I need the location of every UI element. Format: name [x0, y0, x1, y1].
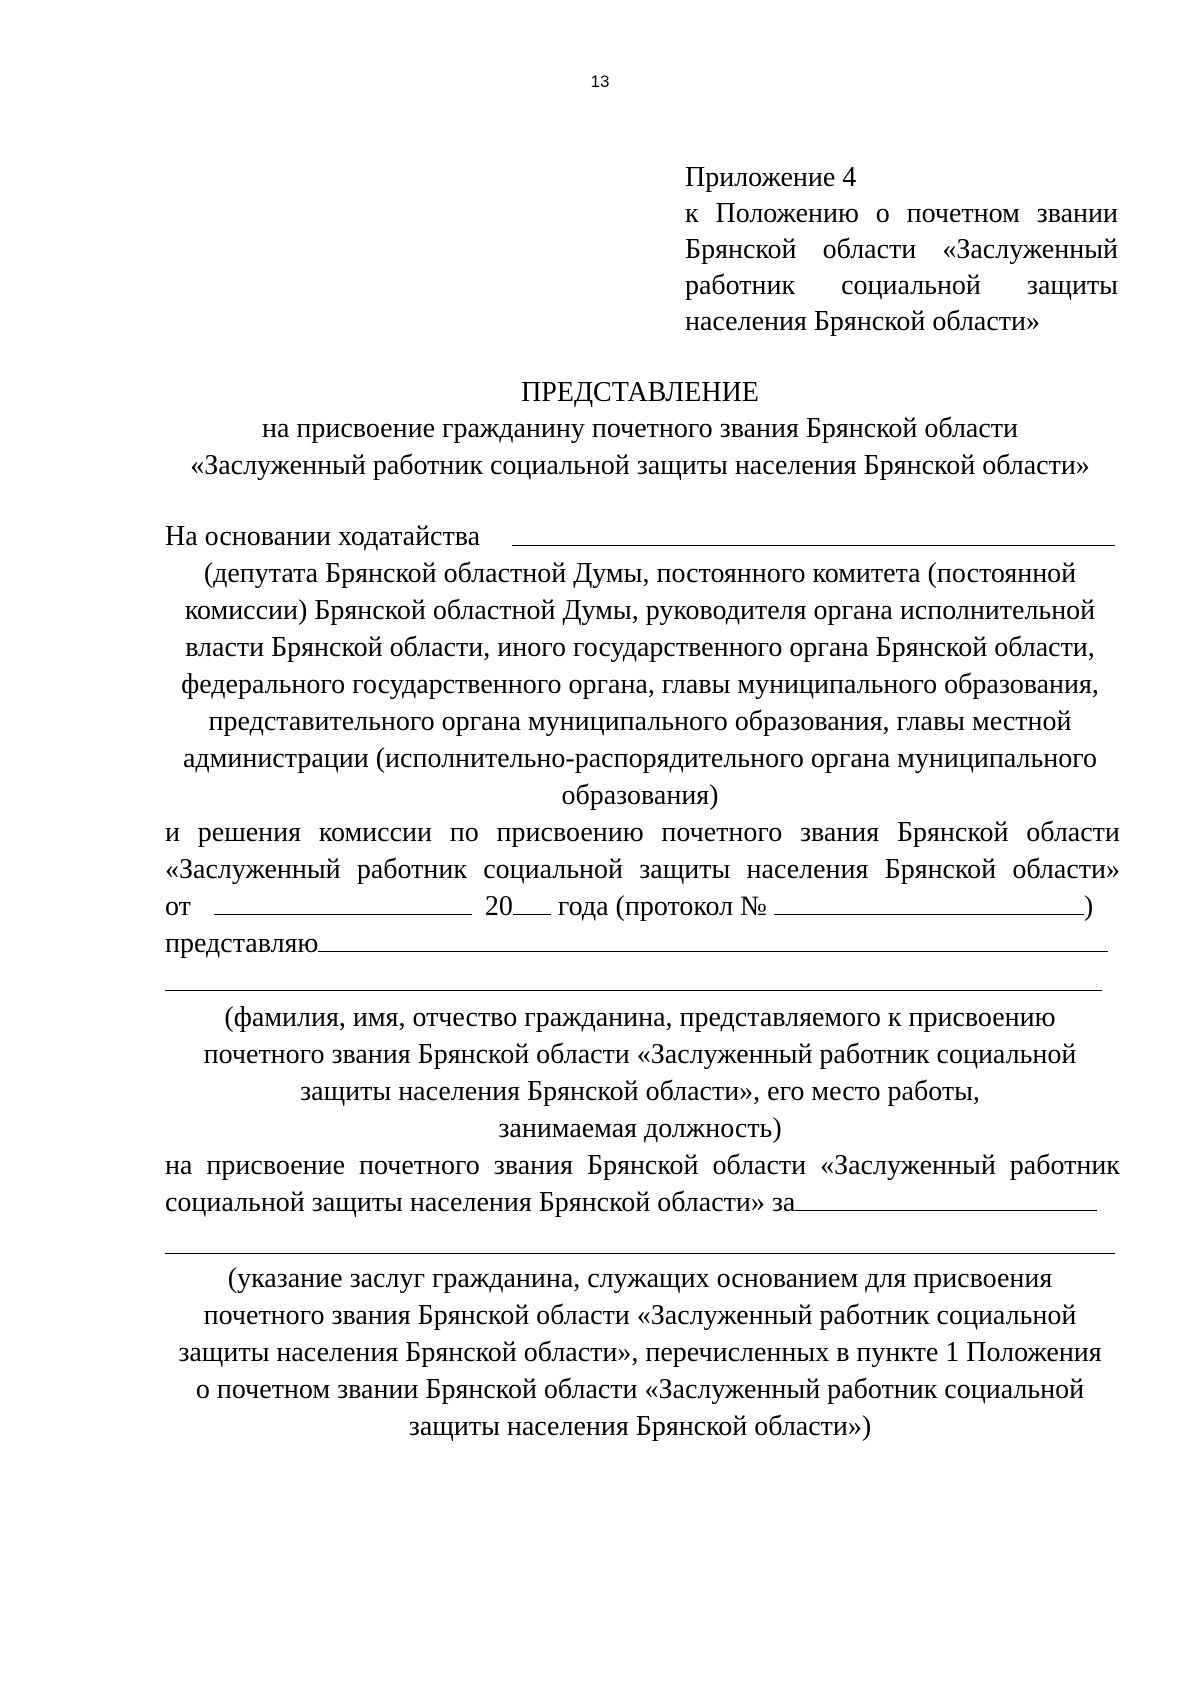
appendix-line-2 [685, 232, 1118, 268]
award-word: области [712, 1150, 807, 1181]
award-word: почетного [359, 1150, 480, 1181]
decision-word: «Заслуженный [165, 854, 341, 885]
decision-word: области [1026, 817, 1120, 848]
document-title: ПРЕДСТАВЛЕНИЕ [521, 377, 759, 408]
merits-hint-line: защиты населения Брянской области», перечисленных в пункте 1 Положения [178, 1337, 1102, 1368]
appendix-word: работник [685, 270, 796, 301]
appendix-line-1 [685, 196, 1118, 232]
decision-word: по [449, 817, 479, 848]
protocol-number-fill-line [774, 890, 1084, 915]
petition-fill-line [512, 545, 1115, 546]
decision-word: Брянской [884, 854, 997, 885]
merits-hint-line: почетного звания Брянской области «Заслуженный работник социальной [203, 1300, 1077, 1331]
date-protocol-line [165, 889, 1093, 925]
decision-line-1 [165, 815, 1120, 851]
from-label: от [165, 891, 191, 922]
petition-hint-line: федерального государственного органа, главы муниципального образования, [181, 669, 1099, 700]
award-word: Брянской [586, 1150, 699, 1181]
document-subtitle-1: на присвоение гражданину почетного звания Брянской области [262, 413, 1018, 444]
merits-hint-line: защиты населения Брянской области») [408, 1411, 872, 1442]
award-label: социальной защиты населения Брянской области» за [165, 1187, 796, 1218]
appendix-word: почетном [906, 198, 1020, 229]
appendix-word: о [875, 198, 890, 229]
appendix-word: области [822, 234, 917, 265]
year-prefix: 20 [484, 891, 513, 922]
petition-hint-line: власти Брянской области, иного государственного органа Брянской области, [185, 632, 1095, 663]
appendix-word: к [685, 198, 699, 229]
petition-hint-line: (депутата Брянской областной Думы, постоянного комитета (постоянной [203, 558, 1077, 589]
appendix-line-4: населения Брянской области» [685, 306, 1040, 337]
appendix-word: звании [1036, 198, 1118, 229]
appendix-word: защиты [1026, 270, 1118, 301]
appendix-title: Приложение 4 [685, 162, 857, 193]
person-hint-line: почетного звания Брянской области «Заслуженный работник социальной [203, 1039, 1077, 1070]
merits-fill-line-2 [165, 1253, 1115, 1254]
close-paren: ) [1083, 891, 1094, 922]
present-label: представляю [165, 928, 319, 959]
person-fill-line [165, 990, 1102, 991]
person-hint-line: защиты населения Брянской области», его место работы, [300, 1076, 980, 1107]
decision-word: звания [799, 817, 880, 848]
award-word: «Заслуженный [820, 1150, 996, 1181]
decision-word: области» [1012, 854, 1120, 885]
appendix-word: «Заслуженный [942, 234, 1118, 265]
protocol-label: года (протокол № [557, 891, 767, 922]
petition-hint-line: комиссии) Брянской областной Думы, руководителя органа исполнительной [184, 595, 1096, 626]
decision-word: населения [746, 854, 869, 885]
award-line-2 [165, 1185, 1097, 1221]
petition-hint-line: образования) [561, 780, 719, 811]
person-hint-line: (фамилия, имя, отчество гражданина, представляемого к присвоению [224, 1002, 1056, 1033]
present-line [165, 926, 1108, 962]
petition-hint-line: администрации (исполнительно-распорядительного органа муниципального [182, 743, 1098, 774]
page-number: 13 [590, 72, 610, 91]
petition-hint-line: представительного органа муниципального образования, главы местной [208, 706, 1072, 737]
appendix-word: социальной [841, 270, 981, 301]
decision-word: защиты [639, 854, 731, 885]
appendix-word: Положению [715, 198, 859, 229]
date-fill-line [214, 890, 472, 915]
decision-word: решения [197, 817, 302, 848]
year-fill-line [513, 890, 551, 915]
merits-fill-line [795, 1186, 1097, 1211]
decision-word: комиссии [318, 817, 432, 848]
appendix-line-3 [685, 268, 1118, 304]
decision-word: почетного [661, 817, 783, 848]
decision-line-2 [165, 852, 1120, 888]
merits-hint-line: о почетном звании Брянской области «Заслуженный работник социальной [195, 1374, 1085, 1405]
present-fill-line [318, 927, 1108, 952]
decision-word: работник [356, 854, 467, 885]
decision-word: социальной [483, 854, 623, 885]
petition-label: На основании ходатайства [165, 521, 480, 552]
decision-word: Брянской [896, 817, 1009, 848]
merits-hint-line: (указание заслуг гражданина, служащих основанием для присвоения [227, 1263, 1053, 1294]
award-line-1 [165, 1148, 1120, 1184]
document-subtitle-2: «Заслуженный работник социальной защиты населения Брянской области» [190, 450, 1090, 481]
decision-word: присвоению [496, 817, 644, 848]
person-hint-line: занимаемая должность) [498, 1113, 782, 1144]
award-word: присвоение [206, 1150, 346, 1181]
award-word: на [165, 1150, 193, 1181]
award-word: звания [493, 1150, 573, 1181]
award-word: работник [1009, 1150, 1120, 1181]
decision-word: и [165, 817, 180, 848]
appendix-word: Брянской [685, 234, 797, 265]
